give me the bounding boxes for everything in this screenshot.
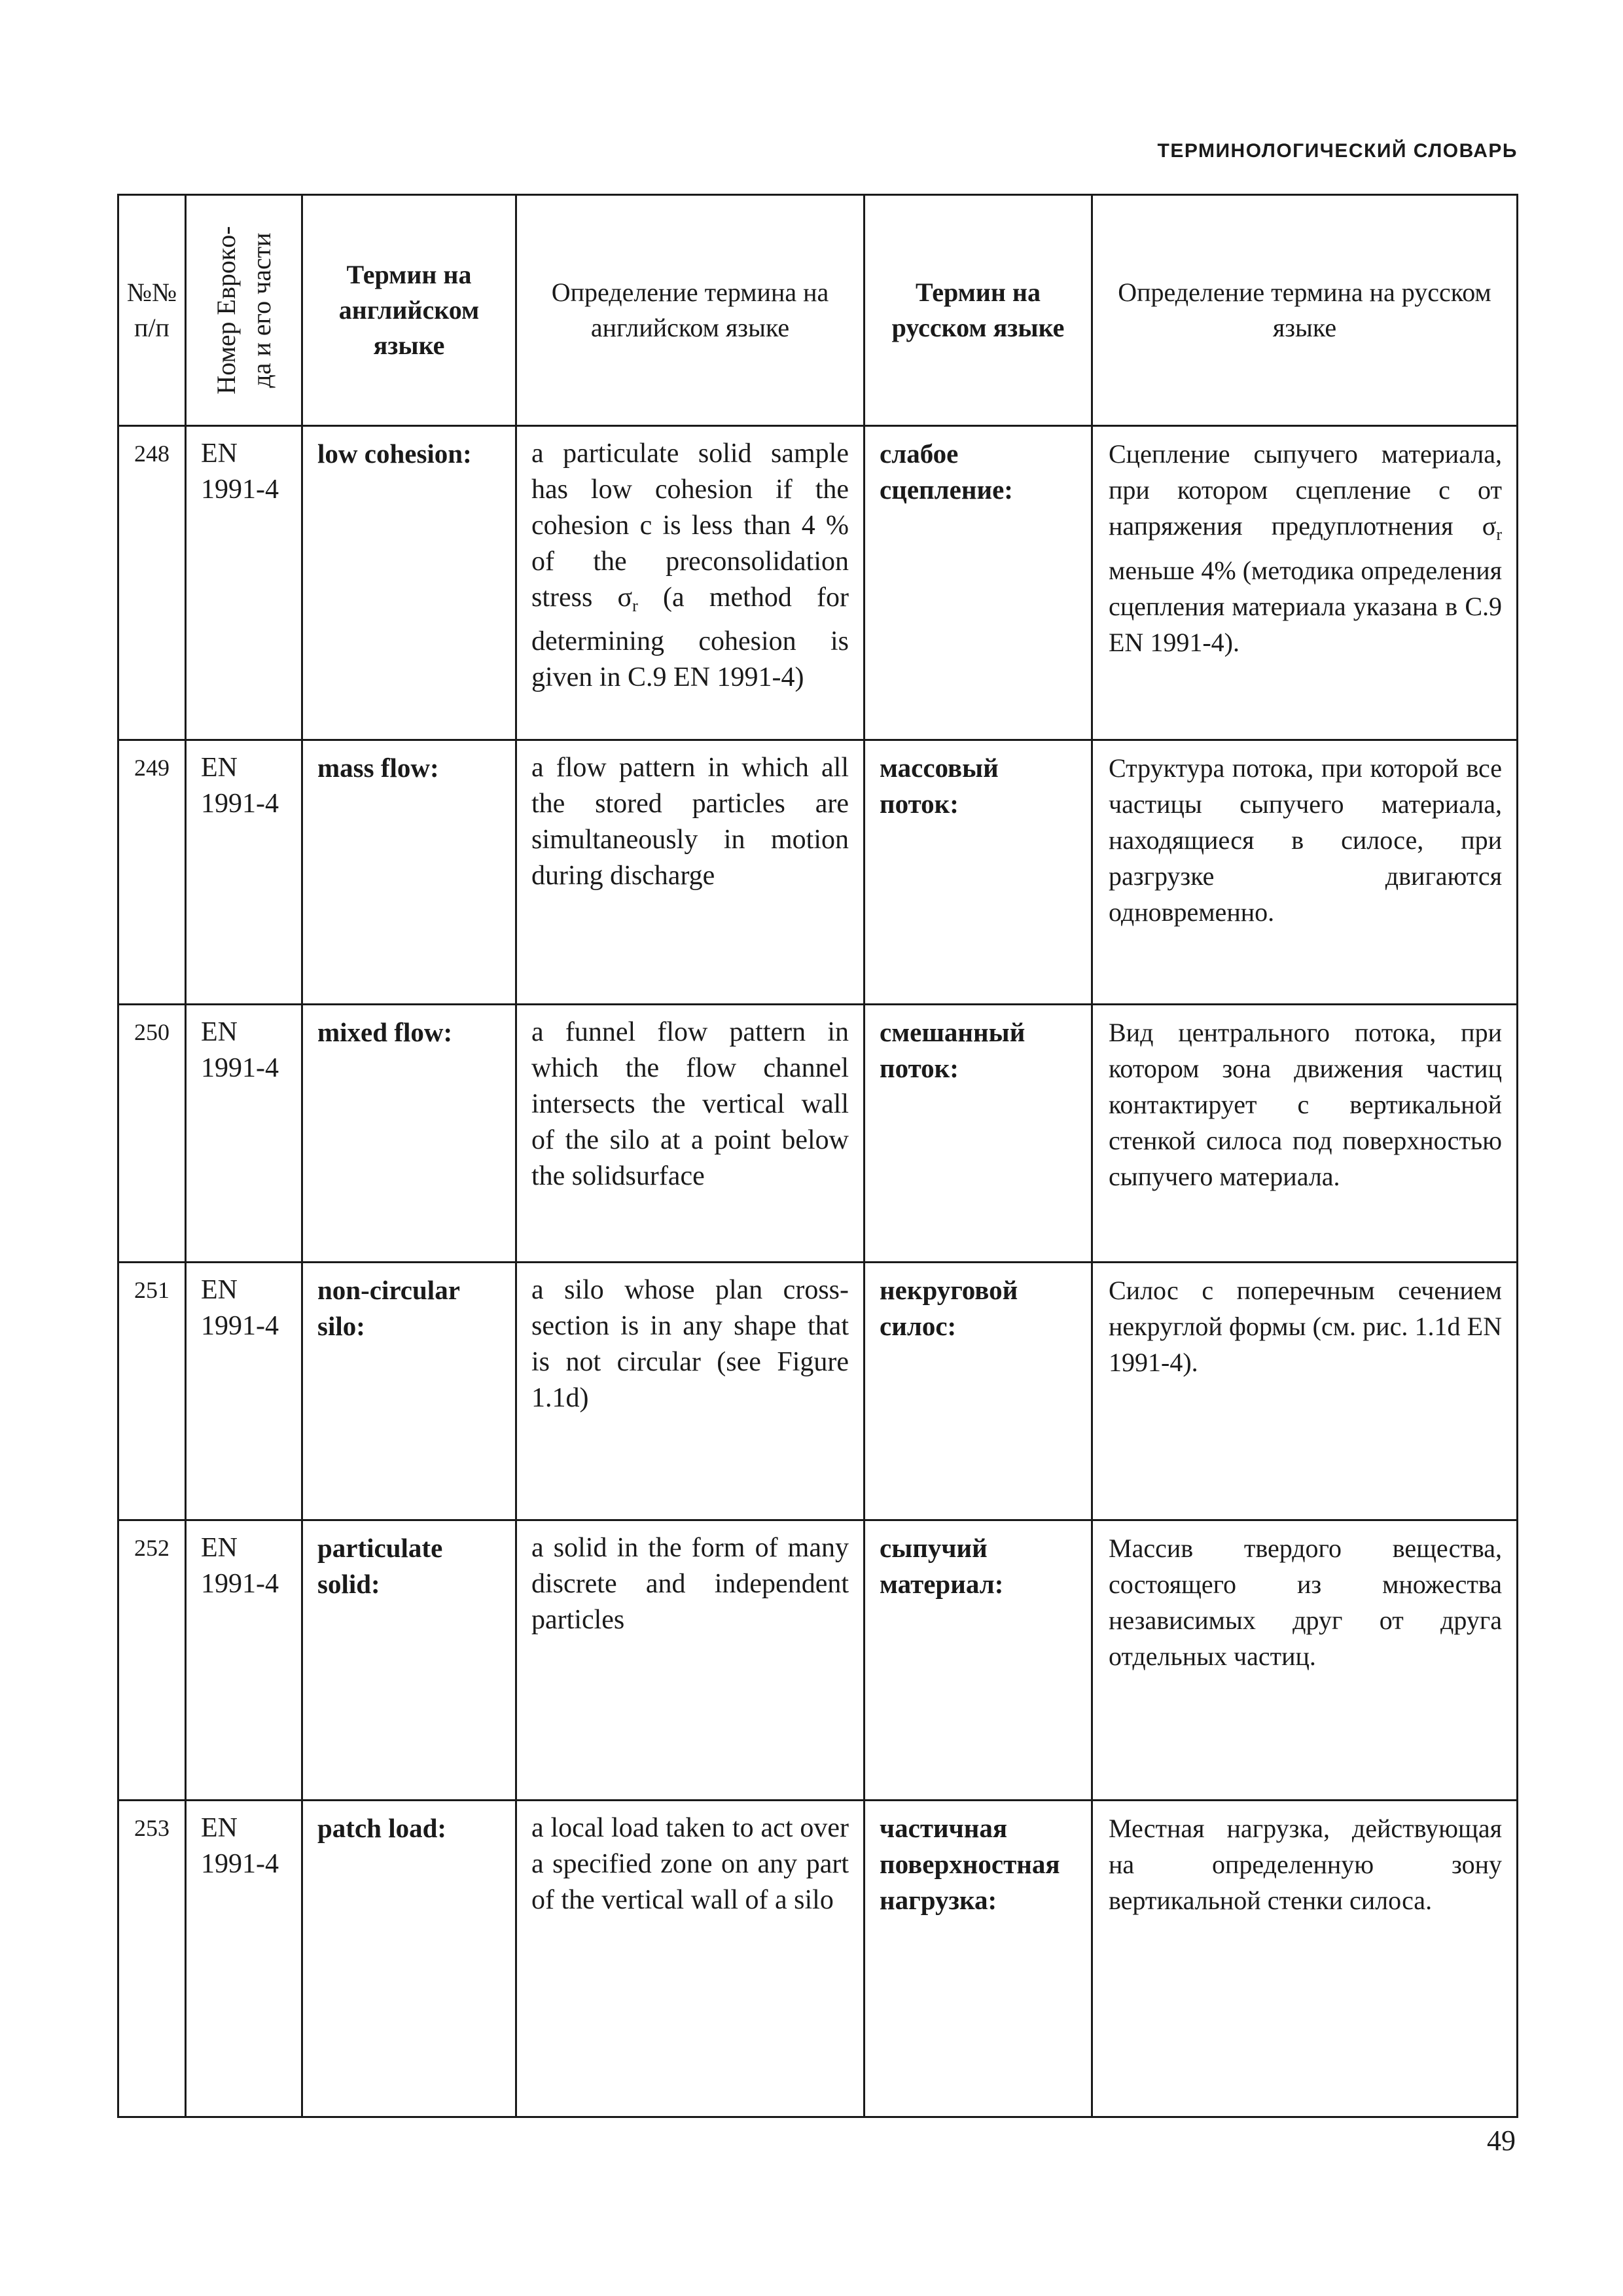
eurocode-number: EN 1991-4 — [186, 1005, 302, 1263]
russian-definition: Вид центрального потока, при котором зона движения частиц контактирует с вертикальной стенкой силоса под поверхностью сыпучего материала. — [1092, 1005, 1518, 1263]
col-header-num: №№ п/п — [118, 195, 186, 426]
col-header-en-def: Определение термина на английском языке — [516, 195, 865, 426]
glossary-table — [117, 194, 1518, 2118]
row-number: 253 — [118, 1801, 186, 2117]
page-number: 49 — [1487, 2125, 1516, 2157]
eurocode-number: EN 1991-4 — [186, 1263, 302, 1520]
table-row — [118, 1520, 1518, 1801]
russian-term: некруговой силос: — [865, 1263, 1092, 1520]
row-number: 252 — [118, 1520, 186, 1801]
russian-definition: Силос с поперечным сечением некруглой формы (см. рис. 1.1d EN 1991-4). — [1092, 1263, 1518, 1520]
english-term: low cohesion: — [302, 426, 516, 740]
english-definition: a funnel flow pattern in which the flow channel intersects the vertical wall of the silo at a point below the solidsurface — [516, 1005, 865, 1263]
russian-definition: Местная нагрузка, действующая на определенную зону вертикальной стенки силоса. — [1092, 1801, 1518, 2117]
english-term: particulate solid: — [302, 1520, 516, 1801]
russian-term: частичная поверхностная нагрузка: — [865, 1801, 1092, 2117]
eurocode-number: EN 1991-4 — [186, 740, 302, 1005]
russian-term: массовый поток: — [865, 740, 1092, 1005]
table-row — [118, 1005, 1518, 1263]
russian-definition: Массив твердого вещества, состоящего из множества независимых друг от друга отдельных частиц. — [1092, 1520, 1518, 1801]
col-header-eurocode: Номер Еврокo- да и его части — [186, 195, 302, 426]
english-definition: a local load taken to act over a specified zone on any part of the vertical wall of a silo — [516, 1801, 865, 2117]
row-number: 251 — [118, 1263, 186, 1520]
row-number: 248 — [118, 426, 186, 740]
col-header-en-term: Термин на английском языке — [302, 195, 516, 426]
russian-definition: Сцепление сыпучего материала, при котором сцепление с от напряжения предуплотнения $\sigma_r$ меньше 4% (методика определения сцепления материала указана в C.9 EN 1991-4). — [1092, 426, 1518, 740]
table-row — [118, 1801, 1518, 2117]
row-number: 249 — [118, 740, 186, 1005]
table-header-row — [118, 195, 1518, 426]
english-term: mixed flow: — [302, 1005, 516, 1263]
russian-term: смешанный поток: — [865, 1005, 1092, 1263]
english-term: mass flow: — [302, 740, 516, 1005]
english-term: patch load: — [302, 1801, 516, 2117]
english-definition: a flow pattern in which all the stored particles are simultaneously in motion during discharge — [516, 740, 865, 1005]
table-row — [118, 1263, 1518, 1520]
english-term: non-circular silo: — [302, 1263, 516, 1520]
russian-definition: Структура потока, при которой все частицы сыпучего материала, находящиеся в силосе, при разгрузке двигаются одновременно. — [1092, 740, 1518, 1005]
english-definition: a silo whose plan cross-section is in any shape that is not circular (see Figure 1.1d) — [516, 1263, 865, 1520]
col-header-ru-def: Определение термина на русском языке — [1092, 195, 1518, 426]
eurocode-number: EN 1991-4 — [186, 1520, 302, 1801]
english-definition: a solid in the form of many discrete and independent particles — [516, 1520, 865, 1801]
running-title: ТЕРМИНОЛОГИЧЕСКИЙ СЛОВАРЬ — [1157, 140, 1518, 162]
table-row — [118, 740, 1518, 1005]
eurocode-number: EN 1991-4 — [186, 426, 302, 740]
russian-term: слабое сцепление: — [865, 426, 1092, 740]
eurocode-number: EN 1991-4 — [186, 1801, 302, 2117]
table-row — [118, 426, 1518, 740]
row-number: 250 — [118, 1005, 186, 1263]
col-header-ru-term: Термин на русском языке — [865, 195, 1092, 426]
russian-term: сыпучий материал: — [865, 1520, 1092, 1801]
english-definition: a particulate solid sample has low cohesion if the cohesion c is less than 4 % of the preconsolidation stress $\sigma_r$ (a method for determining cohesion is given in C.9 EN 1991-4) — [516, 426, 865, 740]
